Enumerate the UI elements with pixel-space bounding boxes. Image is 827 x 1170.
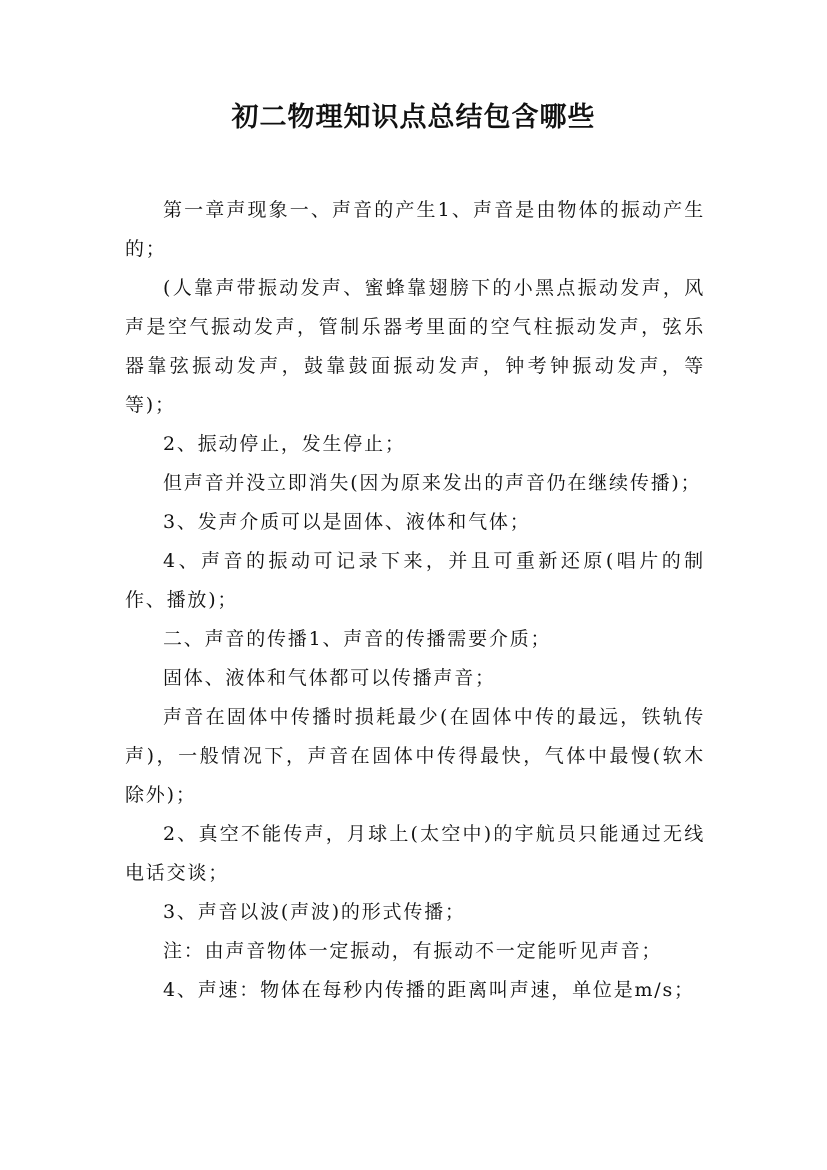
paragraph: 4、声速：物体在每秒内传播的距离叫声速，单位是m/s；	[163, 979, 695, 1001]
paragraph: 4、声音的振动可记录下来，并且可重新还原(唱片的制作、播放)；	[125, 550, 705, 611]
paragraph: 二、声音的传播1、声音的传播需要介质；	[163, 628, 552, 650]
paragraph: 第一章声现象一、声音的产生1、声音是由物体的振动产生的；	[125, 199, 705, 260]
paragraph: 2、真空不能传声，月球上(太空中)的宇航员只能通过无线电话交谈；	[125, 823, 705, 884]
paragraph: 但声音并没立即消失(因为原来发出的声音仍在继续传播)；	[163, 472, 702, 494]
document-body	[125, 191, 705, 1010]
paragraph: 3、发声介质可以是固体、液体和气体；	[163, 511, 531, 533]
paragraph: 声音在固体中传播时损耗最少(在固体中传的最远，铁轨传声)，一般情况下，声音在固体中传得最快，气体中最慢(软木除外)；	[125, 706, 705, 806]
paragraph: (人靠声带振动发声、蜜蜂靠翅膀下的小黑点振动发声，风声是空气振动发声，管制乐器考里面的空气柱振动发声，弦乐器靠弦振动发声，鼓靠鼓面振动发声，钟考钟振动发声，等等)；	[125, 277, 705, 416]
paragraph: 3、声音以波(声波)的形式传播；	[163, 901, 466, 923]
paragraph: 注：由声音物体一定振动，有振动不一定能听见声音；	[163, 940, 663, 962]
paragraph: 固体、液体和气体都可以传播声音；	[163, 667, 496, 689]
paragraph: 2、振动停止，发生停止；	[163, 433, 406, 455]
document-title: 初二物理知识点总结包含哪些	[231, 102, 596, 133]
